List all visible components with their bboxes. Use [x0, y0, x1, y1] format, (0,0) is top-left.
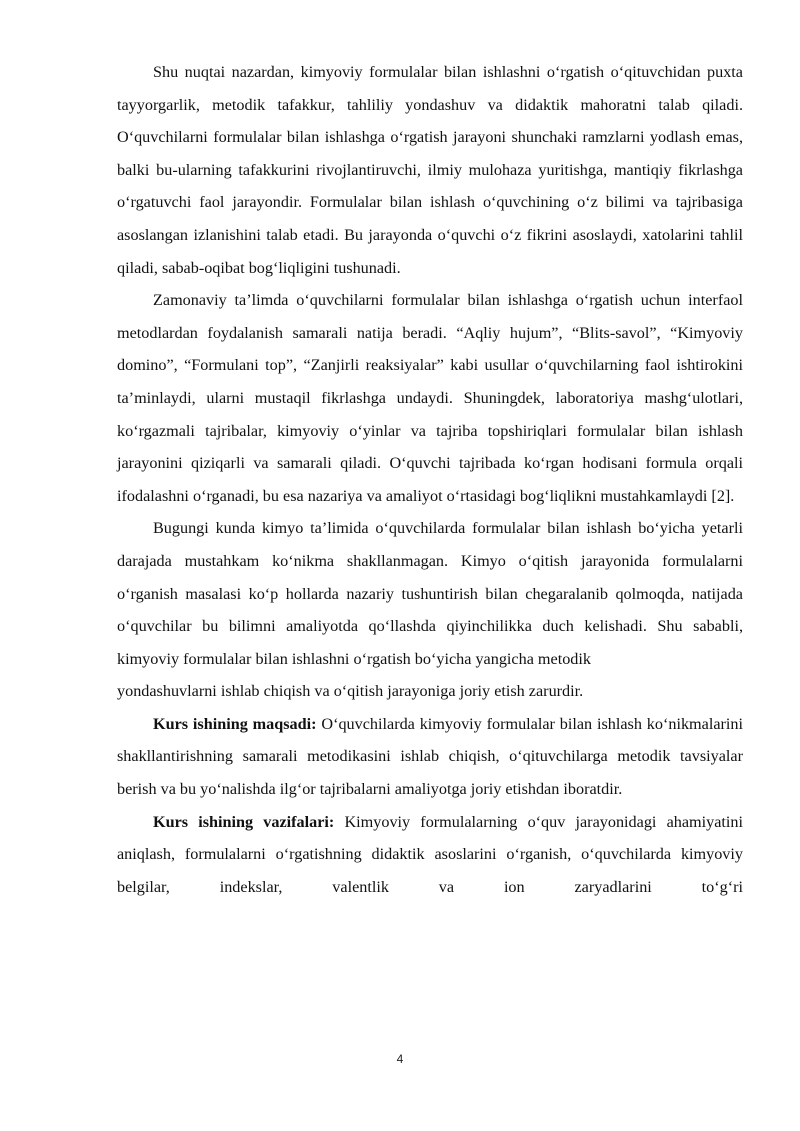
- paragraph-goal: [117, 708, 743, 806]
- page-number: 4: [396, 1052, 404, 1066]
- tasks-label: Kurs ishining vazifalari:: [153, 812, 335, 831]
- paragraph-1: [117, 56, 743, 284]
- paragraph-3-continuation: [117, 675, 743, 708]
- goal-label: Kurs ishining maqsadi:: [153, 714, 317, 733]
- paragraph-3: [117, 512, 743, 675]
- tasks-text: Kimyoviy formulalarning o‘quv jarayonidagi ahamiyatini aniqlash, formulalarni o‘rgatishning didaktik asoslarini o‘rganish, o‘quvchilarda kimyoviy belgilar, indekslar, valentlik va ion zaryadlarini to‘g‘ri: [117, 812, 743, 896]
- body-text: [117, 56, 743, 903]
- paragraph-1-text: Shu nuqtai nazardan, kimyoviy formulalar bilan ishlashni o‘rgatish o‘qituvchidan puxta tayyorgarlik, metodik tafakkur, tahliliy yondashuv va didaktik mahoratni talab qiladi. O‘quvchilarni formulalar bilan ishlashga o‘rgatish jarayoni shunchaki ramzlarni yodlash emas, balki bu-ularning tafakkurini rivojlantiruvchi, ilmiy mulohaza yuritishga, mantiqiy fikrlashga o‘rgatuvchi faol jarayondir. Formulalar bilan ishlash o‘quvchining o‘z bilimi va tajribasiga asoslangan izlanishini talab etadi. Bu jarayonda o‘quvchi o‘z fikrini asoslaydi, xatolarini tahlil qiladi, sabab-oqibat bog‘liqligini tushunadi.: [117, 63, 743, 277]
- paragraph-3-text: Bugungi kunda kimyo ta’limida o‘quvchilarda formulalar bilan ishlash bo‘yicha yetarli darajada mustahkam ko‘nikma shakllanmagan. Kimyo o‘qitish jarayonida formulalarni o‘rganish masalasi ko‘p hollarda nazariy tushuntirish bilan chegaralanib qolmoqda, natijada o‘quvchilar bu bilimni amaliyotda qo‘llashda qiyinchilikka duch kelishadi. Shu sababli, kimyoviy formulalar bilan ishlashni o‘rgatish bo‘yicha yangicha metodik: [117, 519, 743, 668]
- paragraph-2: [117, 284, 743, 512]
- goal-text: O‘quvchilarda kimyoviy formulalar bilan ishlash ko‘nikmalarini shakllantirishning samarali metodikasini ishlab chiqish, o‘qituvchilarga metodik tavsiyalar berish va bu yo‘nalishda ilg‘or tajribalarni amaliyotga joriy etishdan iboratdir.: [117, 714, 743, 799]
- paragraph-tasks: [117, 806, 743, 904]
- paragraph-3-continuation-text: yondashuvlarni ishlab chiqish va o‘qitish jarayoniga joriy etish zarurdir.: [117, 682, 584, 701]
- paragraph-2-text: Zamonaviy ta’limda o‘quvchilarni formulalar bilan ishlashga o‘rgatish uchun interfaol metodlardan foydalanish samarali natija beradi. “Aqliy hujum”, “Blits-savol”, “Kimyoviy domino”, “Formulani top”, “Zanjirli reaksiyalar” kabi usullar o‘quvchilarning faol ishtirokini ta’minlaydi, ularni mustaqil fikrlashga undaydi. Shuningdek, laboratoriya mashg‘ulotlari, ko‘rgazmali tajribalar, kimyoviy o‘yinlar va tajriba topshiriqlari formulalar bilan ishlash jarayonini qiziqarli va samarali qiladi. O‘quvchi tajribada ko‘rgan hodisani formula orqali ifodalashni o‘rganadi, bu esa nazariya va amaliyot o‘rtasidagi bog‘liqlikni mustahkamlaydi [2].: [117, 291, 743, 505]
